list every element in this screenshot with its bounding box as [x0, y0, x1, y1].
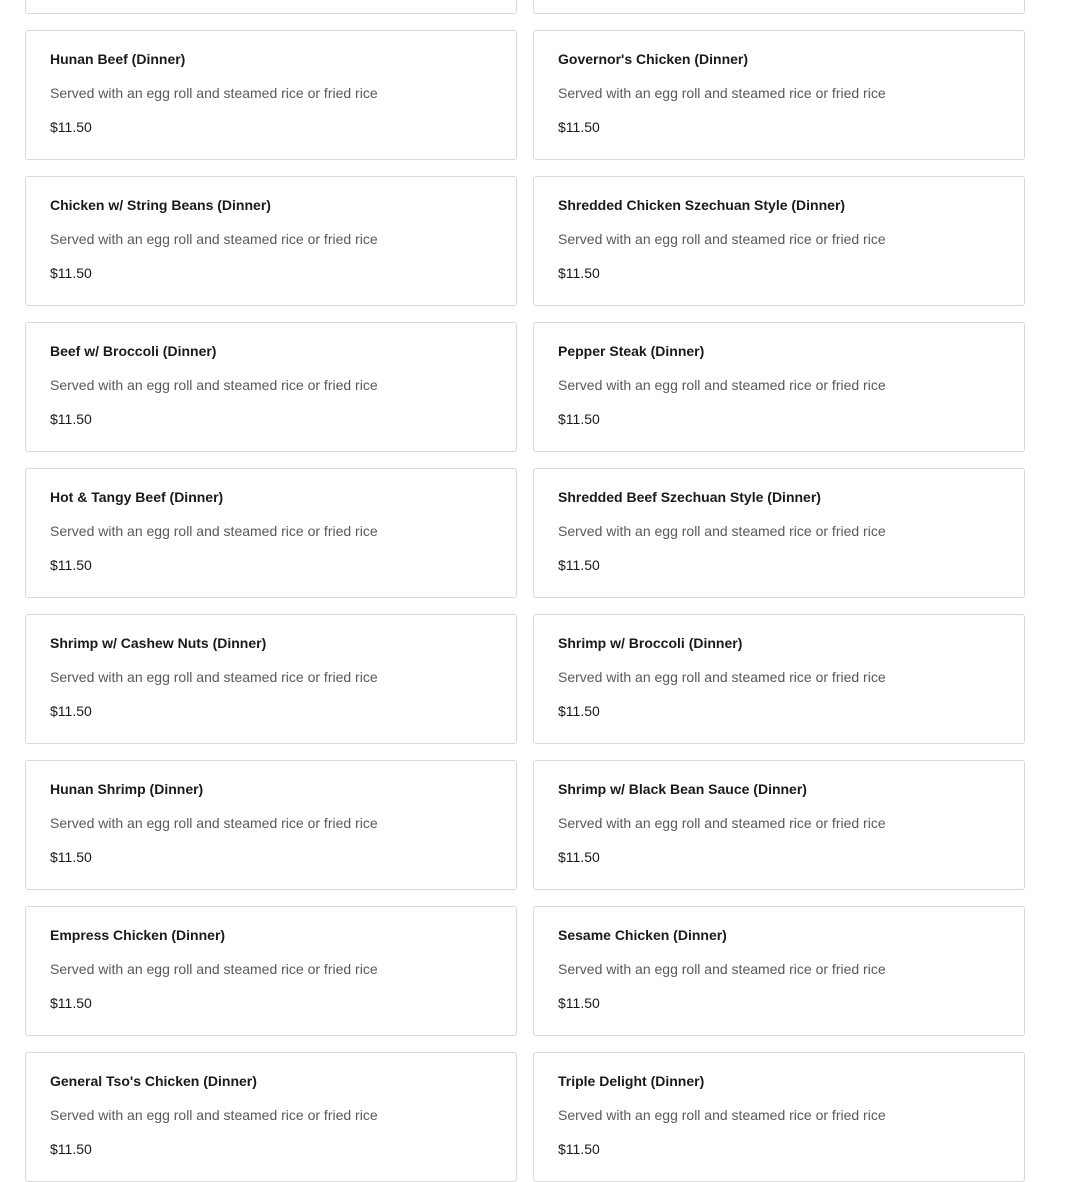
menu-item-description: Served with an egg roll and steamed rice or fried rice [50, 669, 378, 685]
menu-item-name: Hunan Beef (Dinner) [50, 51, 186, 67]
menu-item-grid [25, 0, 1025, 1182]
menu-item-description: Served with an egg roll and steamed rice or fried rice [50, 377, 378, 393]
menu-item-card[interactable] [533, 468, 1025, 598]
menu-item-card[interactable] [25, 468, 517, 598]
menu-item-description: Served with an egg roll and steamed rice or fried rice [558, 231, 886, 247]
menu-item-price: $11.50 [558, 411, 600, 427]
menu-item-card[interactable] [533, 1052, 1025, 1182]
menu-item-name: Chicken w/ String Beans (Dinner) [50, 197, 271, 213]
menu-item-card[interactable] [25, 322, 517, 452]
menu-item-price: $11.50 [50, 557, 92, 573]
menu-item-description: Served with an egg roll and steamed rice or fried rice [558, 1107, 886, 1123]
menu-item-price: $11.50 [50, 265, 92, 281]
menu-item-description: Served with an egg roll and steamed rice or fried rice [558, 815, 886, 831]
menu-item-card[interactable] [533, 614, 1025, 744]
menu-item-name: Triple Delight (Dinner) [558, 1073, 705, 1089]
menu-item-description: Served with an egg roll and steamed rice or fried rice [558, 85, 886, 101]
menu-item-price: $11.50 [558, 703, 600, 719]
menu-item-name: Pepper Steak (Dinner) [558, 343, 705, 359]
menu-item-card[interactable] [533, 322, 1025, 452]
menu-item-name: Sesame Chicken (Dinner) [558, 927, 727, 943]
menu-item-description: Served with an egg roll and steamed rice or fried rice [558, 377, 886, 393]
menu-item-price: $11.50 [558, 119, 600, 135]
menu-item-card[interactable] [533, 30, 1025, 160]
menu-item-name: Hot & Tangy Beef (Dinner) [50, 489, 224, 505]
menu-item-description: Served with an egg roll and steamed rice or fried rice [50, 961, 378, 977]
menu-item-price: $11.50 [558, 557, 600, 573]
menu-item-name: Shrimp w/ Broccoli (Dinner) [558, 635, 743, 651]
menu-item-price: $11.50 [50, 995, 92, 1011]
menu-item-price: $11.50 [50, 119, 92, 135]
menu-item-card[interactable] [25, 30, 517, 160]
menu-item-card[interactable] [25, 614, 517, 744]
menu-item-name: Shrimp w/ Cashew Nuts (Dinner) [50, 635, 267, 651]
menu-item-price: $11.50 [50, 703, 92, 719]
menu-item-card[interactable] [533, 176, 1025, 306]
menu-item-name: Hunan Shrimp (Dinner) [50, 781, 204, 797]
menu-item-price: $11.50 [50, 411, 92, 427]
menu-item-name: Shredded Beef Szechuan Style (Dinner) [558, 489, 821, 505]
menu-item-card-partial[interactable] [533, 0, 1025, 14]
menu-item-card-partial[interactable] [25, 0, 517, 14]
menu-item-price: $11.50 [558, 1141, 600, 1157]
menu-item-price: $11.50 [558, 995, 600, 1011]
menu-item-description: Served with an egg roll and steamed rice or fried rice [558, 669, 886, 685]
menu-item-description: Served with an egg roll and steamed rice or fried rice [50, 1107, 378, 1123]
menu-item-card[interactable] [533, 906, 1025, 1036]
menu-item-description: Served with an egg roll and steamed rice or fried rice [558, 523, 886, 539]
menu-item-description: Served with an egg roll and steamed rice or fried rice [558, 961, 886, 977]
menu-item-name: Shredded Chicken Szechuan Style (Dinner) [558, 197, 846, 213]
menu-item-card[interactable] [25, 1052, 517, 1182]
menu-item-name: Beef w/ Broccoli (Dinner) [50, 343, 217, 359]
menu-item-price: $11.50 [558, 849, 600, 865]
menu-item-name: General Tso's Chicken (Dinner) [50, 1073, 257, 1089]
menu-item-name: Shrimp w/ Black Bean Sauce (Dinner) [558, 781, 807, 797]
menu-item-name: Governor's Chicken (Dinner) [558, 51, 749, 67]
menu-item-name: Empress Chicken (Dinner) [50, 927, 226, 943]
menu-item-price: $11.50 [50, 1141, 92, 1157]
menu-item-card[interactable] [25, 176, 517, 306]
menu-item-card[interactable] [533, 760, 1025, 890]
menu-item-price: $11.50 [50, 849, 92, 865]
menu-item-price: $11.50 [558, 265, 600, 281]
menu-item-description: Served with an egg roll and steamed rice or fried rice [50, 815, 378, 831]
menu-item-description: Served with an egg roll and steamed rice or fried rice [50, 231, 378, 247]
menu-item-description: Served with an egg roll and steamed rice or fried rice [50, 85, 378, 101]
menu-item-card[interactable] [25, 760, 517, 890]
menu-item-description: Served with an egg roll and steamed rice or fried rice [50, 523, 378, 539]
menu-item-card[interactable] [25, 906, 517, 1036]
